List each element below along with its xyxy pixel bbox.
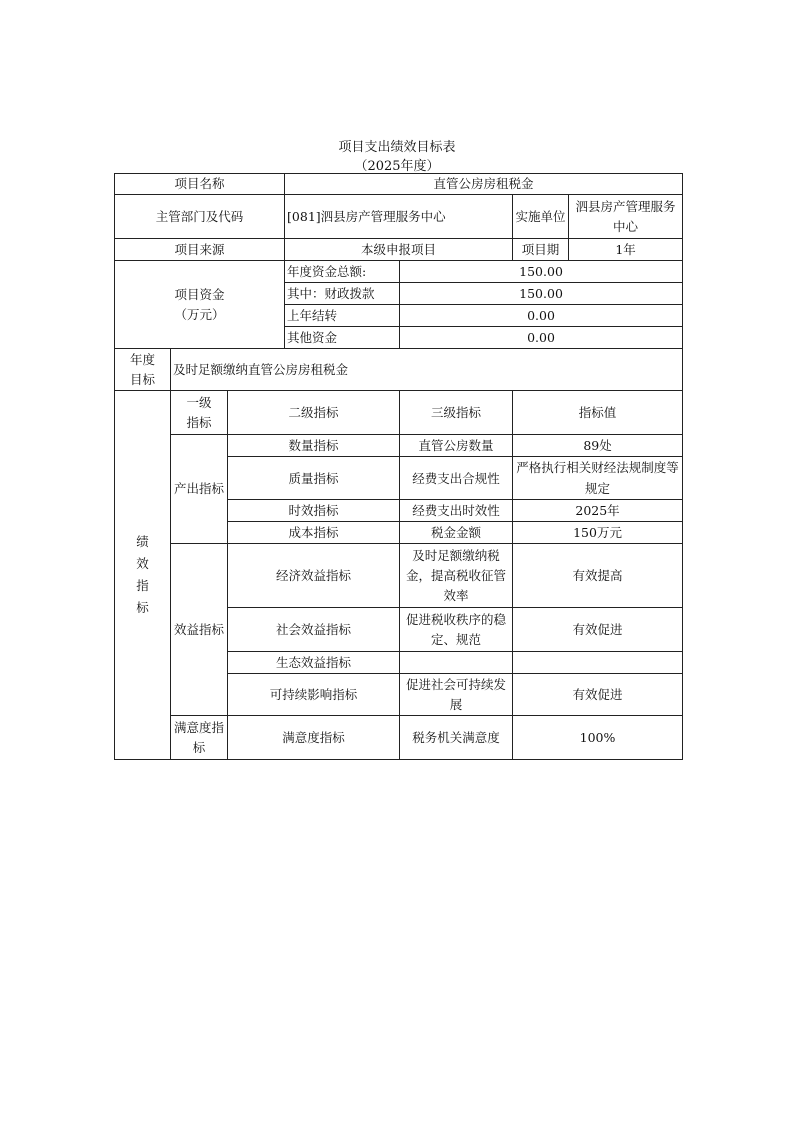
header-level2: 二级指标 [228,391,400,435]
level3-cell: 经费支出时效性 [400,500,513,522]
header-level1-line2: 指标 [186,414,212,430]
level2-cell: 满意度指标 [228,716,400,760]
value-cell: 100% [513,716,683,760]
benefit-indicator-label: 效益指标 [171,544,228,716]
indicator-header-row [115,391,683,435]
section-char: 效 [136,556,149,571]
level3-cell: 税金金额 [400,522,513,544]
period-value: 1年 [569,239,683,261]
funds-row-label: 上年结转 [285,305,400,327]
performance-target-table [114,173,683,760]
source-label: 项目来源 [115,239,285,261]
level2-cell: 时效指标 [228,500,400,522]
department-label: 主管部门及代码 [115,195,285,239]
level2-cell: 生态效益指标 [228,652,400,674]
value-cell: 有效促进 [513,674,683,716]
value-cell: 有效提高 [513,544,683,608]
project-name-value: 直管公房房租税金 [285,174,683,195]
level2-cell: 可持续影响指标 [228,674,400,716]
satisfaction-indicator-label: 满意度指标 [171,716,228,760]
level2-cell: 经济效益指标 [228,544,400,608]
funds-row-value: 150.00 [400,283,683,305]
level2-cell: 成本指标 [228,522,400,544]
value-cell: 150万元 [513,522,683,544]
header-value: 指标值 [513,391,683,435]
annual-goal-value: 及时足额缴纳直管公房房租税金 [171,349,683,391]
funds-row-label: 年度资金总额: [285,261,400,283]
funds-row-label: 其中：财政拨款 [285,283,400,305]
level3-cell: 及时足额缴纳税金，提高税收征管效率 [400,544,513,608]
value-cell: 严格执行相关财经法规制度等规定 [513,457,683,500]
funds-row-value: 0.00 [400,305,683,327]
header-level1 [171,391,228,435]
level3-cell: 促进税收秩序的稳定、规范 [400,608,513,652]
funds-row-value: 0.00 [400,327,683,349]
department-value: [081]泗县房产管理服务中心 [285,195,513,239]
benefit-row [115,544,683,608]
level2-cell: 质量指标 [228,457,400,500]
annual-goal-label [115,349,171,391]
output-indicator-label: 产出指标 [171,435,228,544]
level2-cell: 社会效益指标 [228,608,400,652]
row-source [115,239,683,261]
funds-label-line1: 项目资金 [174,286,225,302]
period-label: 项目期 [513,239,569,261]
section-char: 指 [136,578,149,593]
impl-unit-label: 实施单位 [513,195,569,239]
funds-label-line2: （万元） [174,306,225,322]
satisfaction-row [115,716,683,760]
row-department [115,195,683,239]
row-annual-goal [115,349,683,391]
section-char: 标 [136,600,149,615]
page-subtitle-year: （2025年度） [354,159,440,174]
header-level3: 三级指标 [400,391,513,435]
output-row [115,435,683,457]
value-cell: 89处 [513,435,683,457]
source-value: 本级申报项目 [285,239,513,261]
level2-cell: 数量指标 [228,435,400,457]
funds-row-value: 150.00 [400,261,683,283]
impl-unit-value: 泗县房产管理服务中心 [569,195,683,239]
page-title: 项目支出绩效目标表 [338,140,456,155]
header-level1-line1: 一级 [186,394,212,410]
value-cell: 2025年 [513,500,683,522]
level3-cell: 直管公房数量 [400,435,513,457]
row-project-name [115,174,683,195]
level3-cell: 经费支出合规性 [400,457,513,500]
level3-cell: 促进社会可持续发展 [400,674,513,716]
funds-label [115,261,285,349]
level3-cell [400,652,513,674]
annual-goal-label-line2: 目标 [129,371,155,387]
funds-row-label: 其他资金 [285,327,400,349]
section-char: 绩 [136,534,149,549]
indicator-section-label [115,391,171,760]
project-name-label: 项目名称 [115,174,285,195]
value-cell: 有效促进 [513,608,683,652]
annual-goal-label-line1: 年度 [129,351,155,367]
value-cell [513,652,683,674]
funds-row [115,261,683,283]
level3-cell: 税务机关满意度 [400,716,513,760]
